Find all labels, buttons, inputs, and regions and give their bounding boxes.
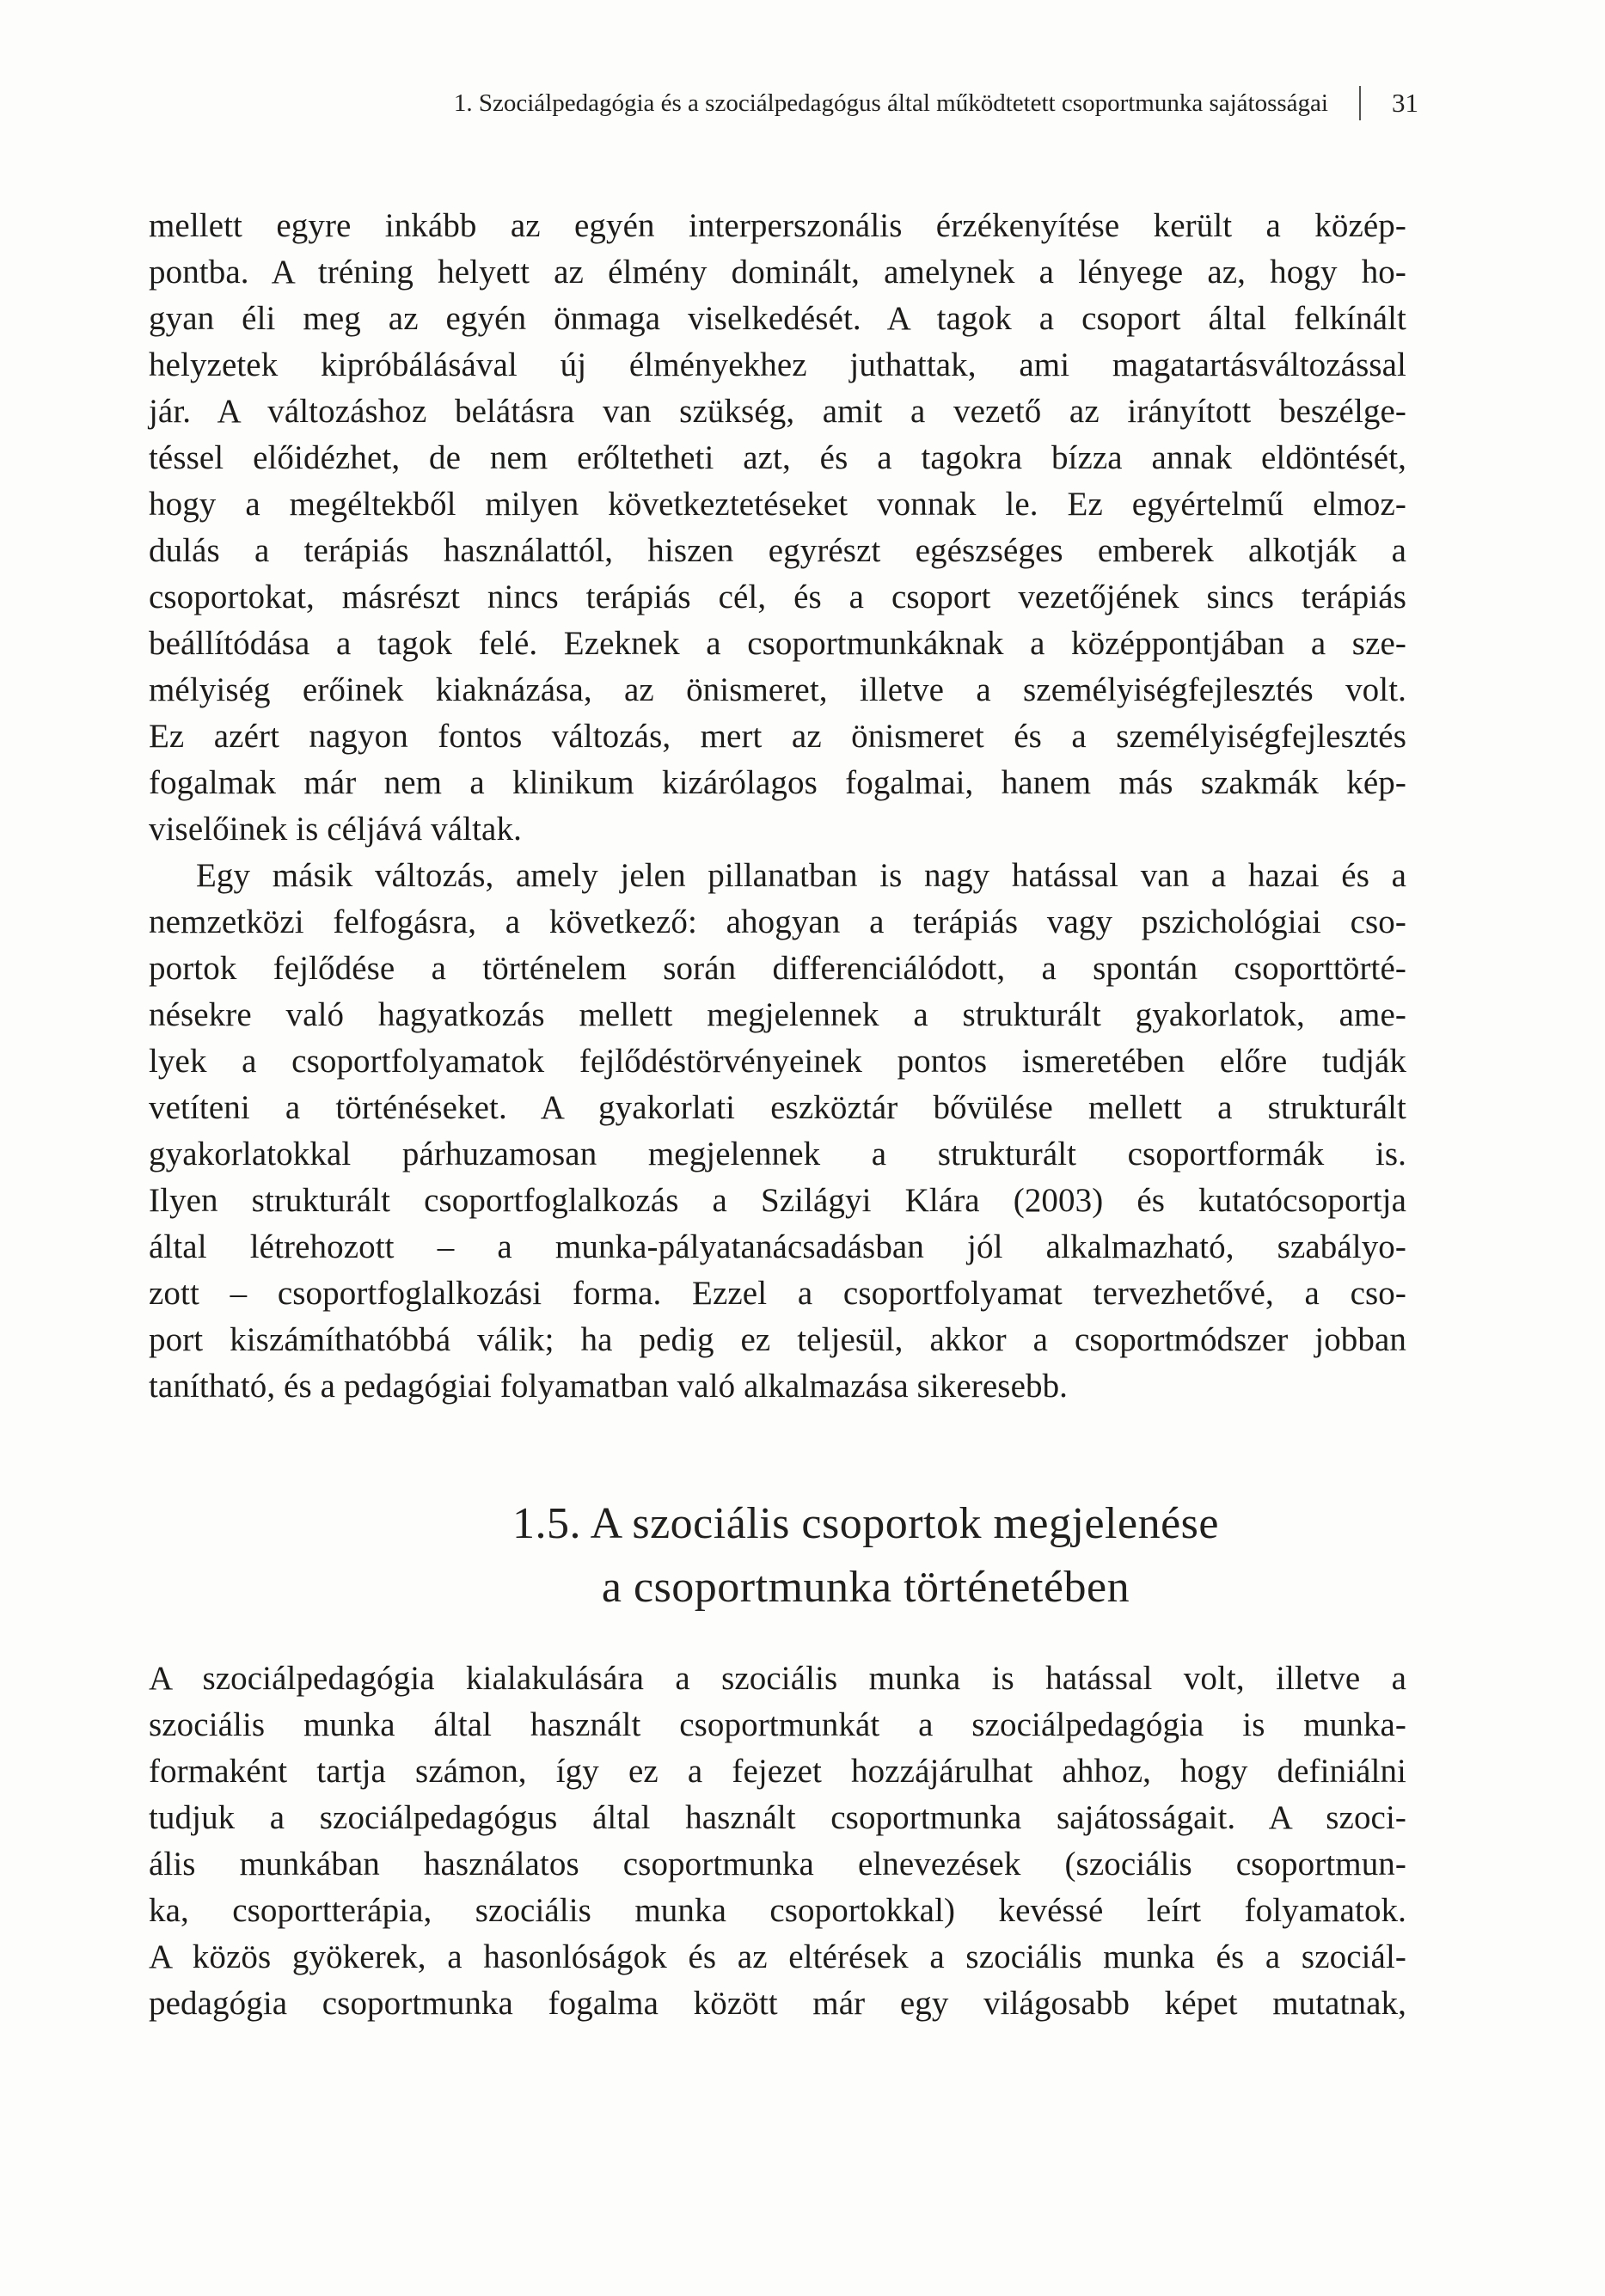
- section-heading-line-2: a csoportmunka történetében: [601, 1563, 1130, 1612]
- text-line: portok fejlődése a történelem során differenciálódott, a spontán csoporttörté-: [149, 950, 1406, 987]
- text-line: pedagógia csoportmunka fogalma között már egy világosabb képet mutatnak,: [149, 1985, 1406, 2022]
- text-line: gyan éli meg az egyén önmaga viselkedését. A tagok a csoport által felkínált: [149, 300, 1406, 337]
- text-line: hogy a megéltekből milyen következtetéseket vonnak le. Ez egyértelmű elmoz-: [149, 486, 1406, 523]
- text-line: fogalmak már nem a klinikum kizárólagos fogalmai, hanem más szakmák kép-: [149, 764, 1406, 801]
- text-line: vetíteni a történéseket. A gyakorlati eszköztár bővülése mellett a strukturált: [149, 1089, 1406, 1126]
- page-number: 31: [1392, 88, 1418, 118]
- text-line: mélyiség erőinek kiaknázása, az önismeret, illetve a személyiségfejlesztés volt.: [149, 671, 1406, 708]
- text-line: A közös gyökerek, a hasonlóságok és az eltérések a szociális munka és a szociál-: [149, 1938, 1406, 1975]
- text-line: ka, csoportterápia, szociális munka csoportokkal) kevéssé leírt folyamatok.: [149, 1892, 1406, 1929]
- text-line: tanítható, és a pedagógiai folyamatban való alkalmazása sikeresebb.: [149, 1368, 1069, 1405]
- paragraph-1: [149, 203, 1406, 853]
- text-line: helyzetek kipróbálásával új élményekhez juthattak, ami magatartásváltozással: [149, 346, 1406, 383]
- paragraph-3: [149, 1656, 1406, 2027]
- section-heading: [149, 1492, 1406, 1619]
- paragraph-2: [149, 853, 1406, 1410]
- text-line: tudjuk a szociálpedagógus által használt csoportmunka sajátosságait. A szoci-: [149, 1799, 1406, 1836]
- text-line: gyakorlatokkal párhuzamosan megjelennek a strukturált csoportformák is.: [149, 1136, 1406, 1172]
- text-line: szociális munka által használt csoportmunkát a szociálpedagógia is munka-: [149, 1706, 1406, 1743]
- text-line: zott – csoportfoglalkozási forma. Ezzel a csoportfolyamat tervezhetővé, a cso-: [149, 1275, 1406, 1312]
- text-line: port kiszámíthatóbbá válik; ha pedig ez teljesül, akkor a csoportmódszer jobban: [149, 1321, 1406, 1358]
- text-line: lyek a csoportfolyamatok fejlődéstörvényeinek pontos ismeretében előre tudják: [149, 1043, 1406, 1080]
- text-line: mellett egyre inkább az egyén interperszonális érzékenyítése került a közép-: [149, 207, 1406, 244]
- text-line: Ez azért nagyon fontos változás, mert az önismeret és a személyiségfejlesztés: [149, 718, 1406, 755]
- text-line: viselőinek is céljává váltak.: [149, 811, 522, 848]
- text-column: [149, 203, 1406, 2027]
- text-line: dulás a terápiás használattól, hiszen egyrészt egészséges emberek alkotják a: [149, 532, 1406, 569]
- text-line: jár. A változáshoz belátásra van szükség, amit a vezető az irányított beszélge-: [149, 393, 1406, 430]
- text-line: csoportokat, másrészt nincs terápiás cél, és a csoport vezetőjének sincs terápiás: [149, 579, 1406, 615]
- text-line: ális munkában használatos csoportmunka elnevezések (szociális csoportmun-: [149, 1846, 1406, 1883]
- text-line: beállítódása a tagok felé. Ezeknek a csoportmunkáknak a középpontjában a sze-: [149, 625, 1406, 662]
- text-line: pontba. A tréning helyett az élmény dominált, amelynek a lényege az, hogy ho-: [149, 254, 1406, 291]
- text-line: nésekre való hagyatkozás mellett megjelennek a strukturált gyakorlatok, ame-: [149, 996, 1406, 1033]
- text-line: formaként tartja számon, így ez a fejezet hozzájárulhat ahhoz, hogy definiálni: [149, 1753, 1406, 1790]
- section-heading-line-1: 1.5. A szociális csoportok megjelenése: [512, 1499, 1219, 1548]
- text-line: nemzetközi felfogásra, a következő: ahogyan a terápiás vagy pszichológiai cso-: [149, 903, 1406, 940]
- text-line: által létrehozott – a munka-pályatanácsadásban jól alkalmazható, szabályo-: [149, 1228, 1406, 1265]
- text-line: Egy másik változás, amely jelen pillanatban is nagy hatással van a hazai és a: [196, 857, 1406, 894]
- text-line: A szociálpedagógia kialakulására a szociális munka is hatással volt, illetve a: [149, 1660, 1406, 1697]
- running-header: [149, 86, 1418, 120]
- header-separator-bar: [1359, 86, 1361, 120]
- text-line: Ilyen strukturált csoportfoglalkozás a Szilágyi Klára (2003) és kutatócsoportja: [149, 1182, 1406, 1219]
- text-line: téssel előidézhet, de nem erőltetheti azt, és a tagokra bízza annak eldöntését,: [149, 439, 1406, 476]
- running-header-title: 1. Szociálpedagógia és a szociálpedagógus által működtetett csoportmunka sajátosságai: [453, 89, 1328, 117]
